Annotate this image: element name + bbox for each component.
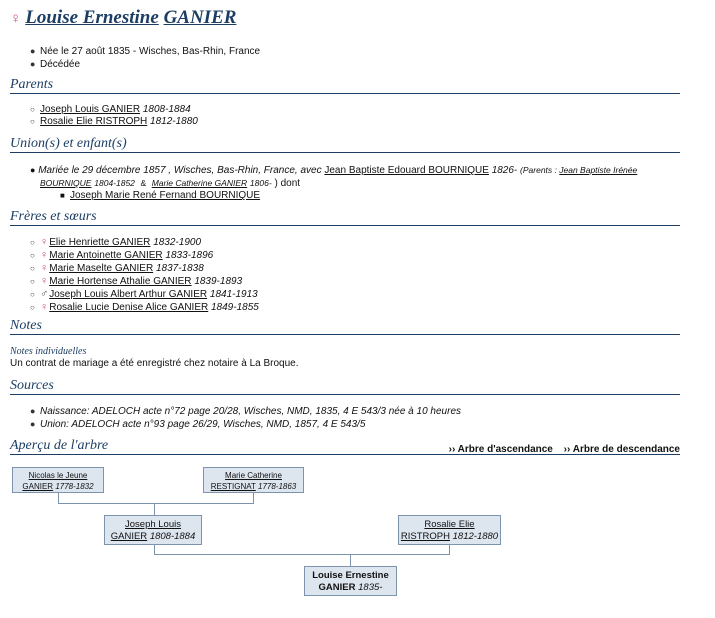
birth-fact: Née le 27 août 1835 - Wisches, Bas-Rhin, France [40,46,261,57]
tree-connector [449,544,450,554]
list-item: ○ ♀Rosalie Lucie Denise Alice GANIER 1849-1855 [30,301,259,313]
tree-dates: 1808-1884 [149,531,196,542]
source-text: Union: ADELOCH acte n°93 page 26/29, Wisches, NMD, 1857, 4 E 543/5 [40,419,366,430]
list-item: ○ Joseph Louis GANIER 1808-1884 [30,104,191,115]
person-facts-list [30,45,260,71]
tree-connector [154,554,450,555]
female-icon: ♀ [40,249,49,261]
sibling-dates: 1839-1893 [194,276,243,287]
tree-name-line2[interactable]: GANIER [22,482,54,491]
tree-name-line2[interactable]: RISTROPH [400,531,450,542]
spouse-link[interactable]: Jean Baptiste Edouard BOURNIQUE [324,165,489,176]
tree-dates: 1778-1832 [55,482,94,491]
tree-name-line2[interactable]: GANIER [110,531,148,542]
section-title-notes: Notes [10,318,680,335]
siblings-list [30,236,259,314]
list-item: ● Née le 27 août 1835 - Wisches, Bas-Rhin, France [30,46,261,57]
tree-connector [58,503,254,504]
ascendance-tree-link[interactable]: ›› Arbre d'ascendance [448,444,553,455]
parent-link[interactable]: Joseph Louis GANIER [40,104,141,115]
sibling-link[interactable]: Elie Henriette GANIER [49,237,151,248]
female-icon: ♀ [40,236,49,248]
female-icon: ♀ [10,11,22,27]
tree-dates: 1812-1880 [452,531,499,542]
parent-dates: 1808-1884 [142,104,191,115]
sibling-link[interactable]: Joseph Louis Albert Arthur GANIER [49,289,208,300]
female-icon: ♀ [40,301,49,313]
sibling-dates: 1841-1913 [209,289,258,300]
spouse-father-dates: 1804-1852 [94,178,135,188]
tree-connector [58,492,59,503]
tree-links [441,444,680,455]
female-icon: ♀ [40,275,49,287]
section-title-sources: Sources [10,378,680,395]
sibling-dates: 1832-1900 [153,237,202,248]
tree-box-grandmother[interactable] [203,467,304,493]
list-item: ● Union: ADELOCH acte n°93 page 26/29, Wisches, NMD, 1857, 4 E 543/5 [30,419,366,430]
list-item: ■ Joseph Marie René Fernand BOURNIQUE [60,190,261,201]
tree-box-self [304,566,397,596]
sibling-link[interactable]: Marie Hortense Athalie GANIER [49,276,192,287]
tree-box-grandfather[interactable] [12,467,104,493]
list-item: ○ ♀Elie Henriette GANIER 1832-1900 [30,236,202,248]
tree-dates: 1778-1863 [258,482,297,491]
list-item: ○ Rosalie Elie RISTROPH 1812-1880 [30,116,198,127]
spouse-dates: 1826- [491,165,518,176]
source-text: Naissance: ADELOCH acte n°72 page 20/28, Wisches, NMD, 1835, 4 E 543/3 née à 10 heures [40,406,462,417]
union-parents-label: (Parents : [520,165,560,175]
list-item: ○ ♂Joseph Louis Albert Arthur GANIER 1841-1913 [30,288,258,300]
union-dont: dont [280,178,301,189]
list-item: ○ ♀Marie Maselte GANIER 1837-1838 [30,262,204,274]
section-title-tree: Aperçu de l'arbre [10,438,680,455]
person-surname-link[interactable]: GANIER [163,7,237,28]
tree-connector [154,544,155,554]
notes-text: Un contrat de mariage a été enregistré chez notaire à La Broque. [10,358,299,369]
union-text: Mariée le 29 décembre 1857 , Wisches, Bas-Rhin, France, avec [38,165,325,176]
tree-dates: 1835- [358,582,383,593]
section-title-unions: Union(s) et enfant(s) [10,136,680,153]
male-icon: ♂ [40,288,49,300]
list-item: ○ ♀Marie Hortense Athalie GANIER 1839-1893 [30,275,243,287]
tree-name-line2: GANIER [318,582,356,593]
sibling-link[interactable]: Marie Maselte GANIER [49,263,154,274]
tree-connector [350,554,351,566]
female-icon: ♀ [40,262,49,274]
list-item: ● Naissance: ADELOCH acte n°72 page 20/28, Wisches, NMD, 1835, 4 E 543/3 née à 10 heures [30,406,462,417]
tree-name-line1[interactable]: Rosalie Elie [424,519,475,530]
tree-box-father[interactable] [104,515,202,545]
notes-subtitle: Notes individuelles [10,346,87,357]
tree-box-mother[interactable] [398,515,501,545]
parent-dates: 1812-1880 [150,116,198,127]
spouse-mother-dates: 1806- [249,178,272,188]
section-title-parents: Parents [10,77,680,94]
tree-name-line2[interactable]: RESTIGNAT [210,482,256,491]
sibling-dates: 1837-1838 [155,263,204,274]
union-entry: ● Mariée le 29 décembre 1857 , Wisches, Bas-Rhin, France, avec Jean Baptiste Edouard BOURNIQUE 1826- (Parents : Jean Baptiste Irénée BOURNIQUE 1804-1852 & Marie Catherine GANIER 1806- ) dont ■ Joseph Marie René Fernand BOURNIQUE [30,164,685,202]
sources-list [30,405,461,431]
section-title-siblings: Frères et sœurs [10,209,680,226]
person-given-name-link[interactable]: Louise Ernestine [25,7,159,28]
union-amp: & [140,178,147,188]
tree-name-line1[interactable]: Marie Catherine [225,471,282,480]
tree-name-line1[interactable]: Joseph Louis [125,519,181,530]
sibling-dates: 1833-1896 [165,250,214,261]
tree-connector [253,492,254,503]
list-item: ● Décédée [30,59,81,70]
union-parents-close: ) [274,178,278,189]
sibling-link[interactable]: Marie Antoinette GANIER [49,250,163,261]
child-link[interactable]: Joseph Marie René Fernand BOURNIQUE [70,190,261,201]
spouse-father-link[interactable]: Jean Baptiste Irénée BOURNIQUE [40,165,638,188]
tree-name-line1[interactable]: Nicolas le Jeune [28,471,88,480]
parents-list [30,104,198,128]
page-title [10,7,236,29]
sibling-dates: 1849-1855 [211,302,259,313]
parent-link[interactable]: Rosalie Elie RISTROPH [40,116,148,127]
death-fact: Décédée [40,59,81,70]
spouse-mother-link[interactable]: Marie Catherine GANIER [151,178,248,188]
tree-name-line1: Louise Ernestine [312,570,389,581]
sibling-link[interactable]: Rosalie Lucie Denise Alice GANIER [49,302,209,313]
descendance-tree-link[interactable]: ›› Arbre de descendance [563,444,680,455]
list-item: ○ ♀Marie Antoinette GANIER 1833-1896 [30,249,214,261]
